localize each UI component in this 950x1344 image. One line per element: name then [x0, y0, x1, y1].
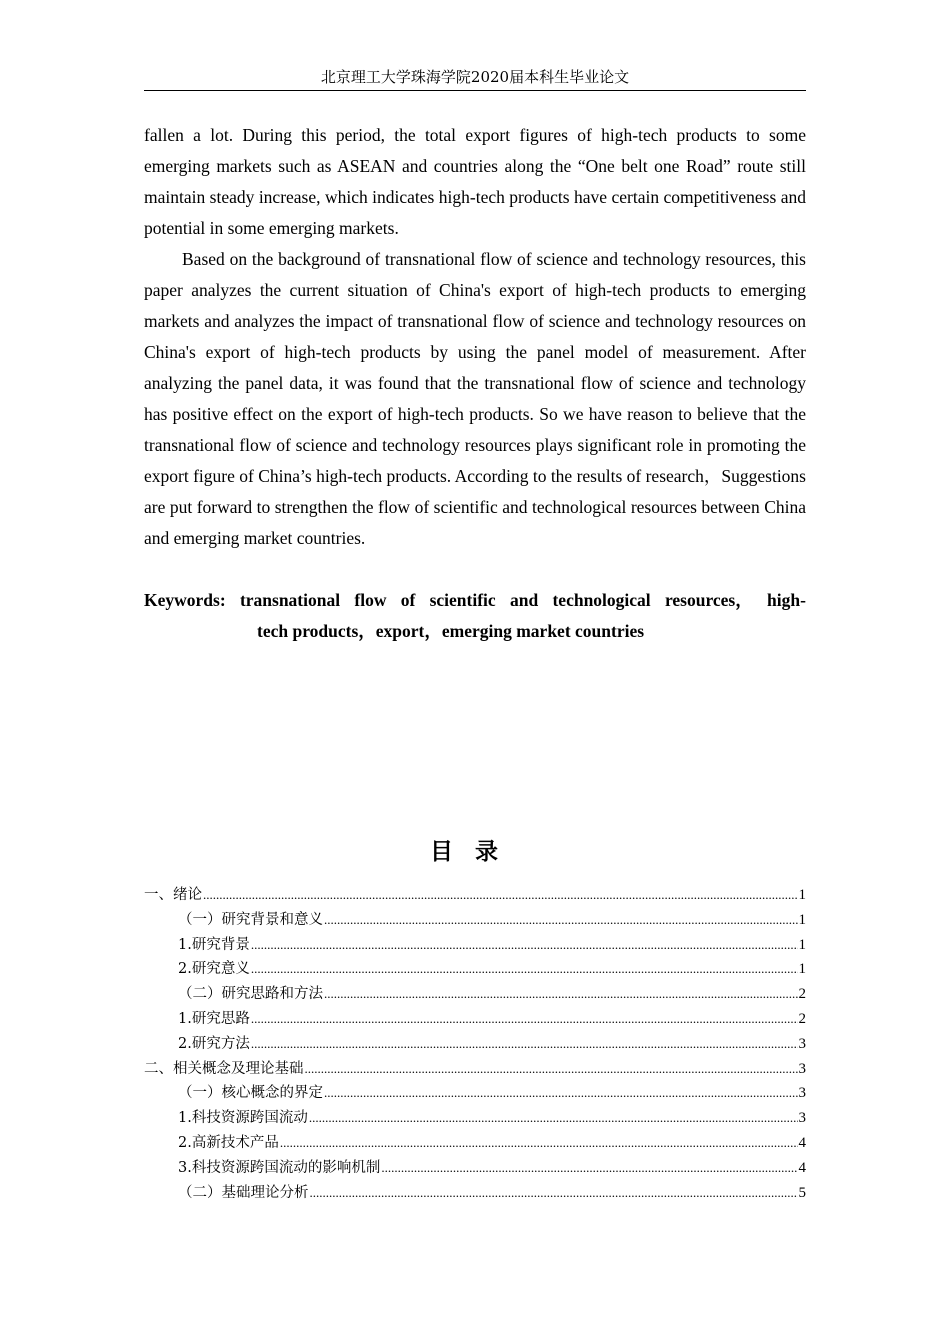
toc-entry-page: 2 [798, 986, 806, 1003]
toc-entry-label: 二、相关概念及理论基础 [144, 1060, 304, 1077]
keyword-word: and [509, 590, 539, 610]
toc-entry[interactable] [144, 1181, 806, 1206]
toc-entry-page: 4 [798, 1159, 806, 1176]
keywords-line-2: tech products，export，emerging market countries [257, 621, 645, 641]
toc-entry-page: 1 [798, 911, 806, 928]
toc-entry-page: 3 [798, 1060, 806, 1077]
toc-leader-dots [309, 1106, 798, 1131]
toc-leader-dots [305, 1057, 798, 1082]
toc-entry-page: 1 [798, 936, 806, 953]
keyword-word: flow [354, 590, 387, 610]
toc-entry-page: 2 [798, 1010, 806, 1027]
toc-entry-label: （二）基础理论分析 [178, 1184, 309, 1201]
toc-entry-label: （一）研究背景和意义 [178, 911, 323, 928]
toc-entry-page: 5 [798, 1184, 806, 1201]
keyword-word: transnational [239, 590, 341, 610]
toc-entry-label: 1.研究思路 [178, 1010, 250, 1027]
toc-entry-page: 3 [798, 1085, 806, 1102]
toc-entry-page: 1 [798, 961, 806, 978]
toc-entry[interactable] [144, 883, 806, 908]
keyword-word: technological [552, 590, 651, 610]
keywords-line-1 [144, 585, 806, 616]
toc-entry-label: （一）核心概念的界定 [178, 1085, 323, 1102]
keywords-block [144, 585, 806, 647]
keyword-word: resources， [664, 590, 753, 610]
toc-leader-dots [324, 982, 798, 1007]
toc-entry[interactable] [144, 1081, 806, 1106]
toc-entry[interactable] [144, 933, 806, 958]
toc-entry-page: 3 [798, 1035, 806, 1052]
toc-leader-dots [251, 957, 798, 982]
toc-entry[interactable] [144, 1131, 806, 1156]
toc-entry-label: 2.高新技术产品 [178, 1134, 279, 1151]
toc-entry-label: 2.研究方法 [178, 1035, 250, 1052]
toc-entry[interactable] [144, 1106, 806, 1131]
toc-entry-label: （二）研究思路和方法 [178, 986, 323, 1003]
toc-leader-dots [324, 1081, 798, 1106]
abstract-paragraph-1: fallen a lot. During this period, the total export figures of high-tech products to some emerging markets such as ASEAN and countries along the “One belt one Road” route still maintain steady increase, which indicates high-tech products have certain competitiveness and potential in some emerging markets. [144, 125, 806, 238]
abstract-paragraph-2: Based on the background of transnational flow of science and technology resources, this paper analyzes the current situation of China's export of high-tech products to emerging markets and analyzes the impact of transnational flow of science and technology resources on China's export of high-tech products by using the panel model of measurement. After analyzing the panel data, it was found that the transnational flow of science and technology has positive effect on the export of high-tech products. So we have reason to believe that the transnational flow of science and technology resources plays significant role in promoting the export figure of China’s high-tech products. According to the results of research，Suggestions are put forward to strengthen the flow of scientific and technological resources between China and emerging market countries. [144, 249, 806, 548]
toc-leader-dots [381, 1156, 797, 1181]
toc-entry-label: 1.研究背景 [178, 936, 250, 953]
toc-entry-label: 2.研究意义 [178, 961, 250, 978]
toc-entry-label: 一、绪论 [144, 887, 202, 903]
toc-leader-dots [251, 1007, 798, 1032]
toc-entry[interactable] [144, 957, 806, 982]
toc-entry[interactable] [144, 908, 806, 933]
toc-entry-page: 4 [798, 1134, 806, 1151]
toc-entry-label: 3.科技资源跨国流动的影响机制 [178, 1159, 381, 1176]
abstract-body [144, 120, 806, 554]
toc-entry[interactable] [144, 1057, 806, 1082]
keyword-word: of [400, 590, 416, 610]
toc-leader-dots [251, 1032, 798, 1057]
toc-entry-page: 3 [798, 1110, 806, 1127]
page-header: 北京理工大学珠海学院2020届本科生毕业论文 [320, 68, 630, 86]
toc-leader-dots [280, 1131, 798, 1156]
toc-leader-dots [203, 883, 798, 908]
toc-leader-dots [324, 908, 798, 933]
toc-leader-dots [251, 933, 798, 958]
toc-entry[interactable] [144, 1156, 806, 1181]
table-of-contents [144, 883, 806, 1205]
toc-entry[interactable] [144, 982, 806, 1007]
keyword-word: high- [767, 590, 806, 610]
toc-leader-dots [310, 1181, 798, 1206]
keyword-word: scientific [429, 590, 496, 610]
toc-title: 目录 [430, 839, 520, 865]
keywords-label: Keywords: [144, 590, 226, 610]
header-rule [144, 90, 806, 91]
toc-entry-page: 1 [798, 887, 806, 903]
toc-entry[interactable] [144, 1032, 806, 1057]
toc-entry[interactable] [144, 1007, 806, 1032]
toc-entry-label: 1.科技资源跨国流动 [178, 1110, 308, 1127]
